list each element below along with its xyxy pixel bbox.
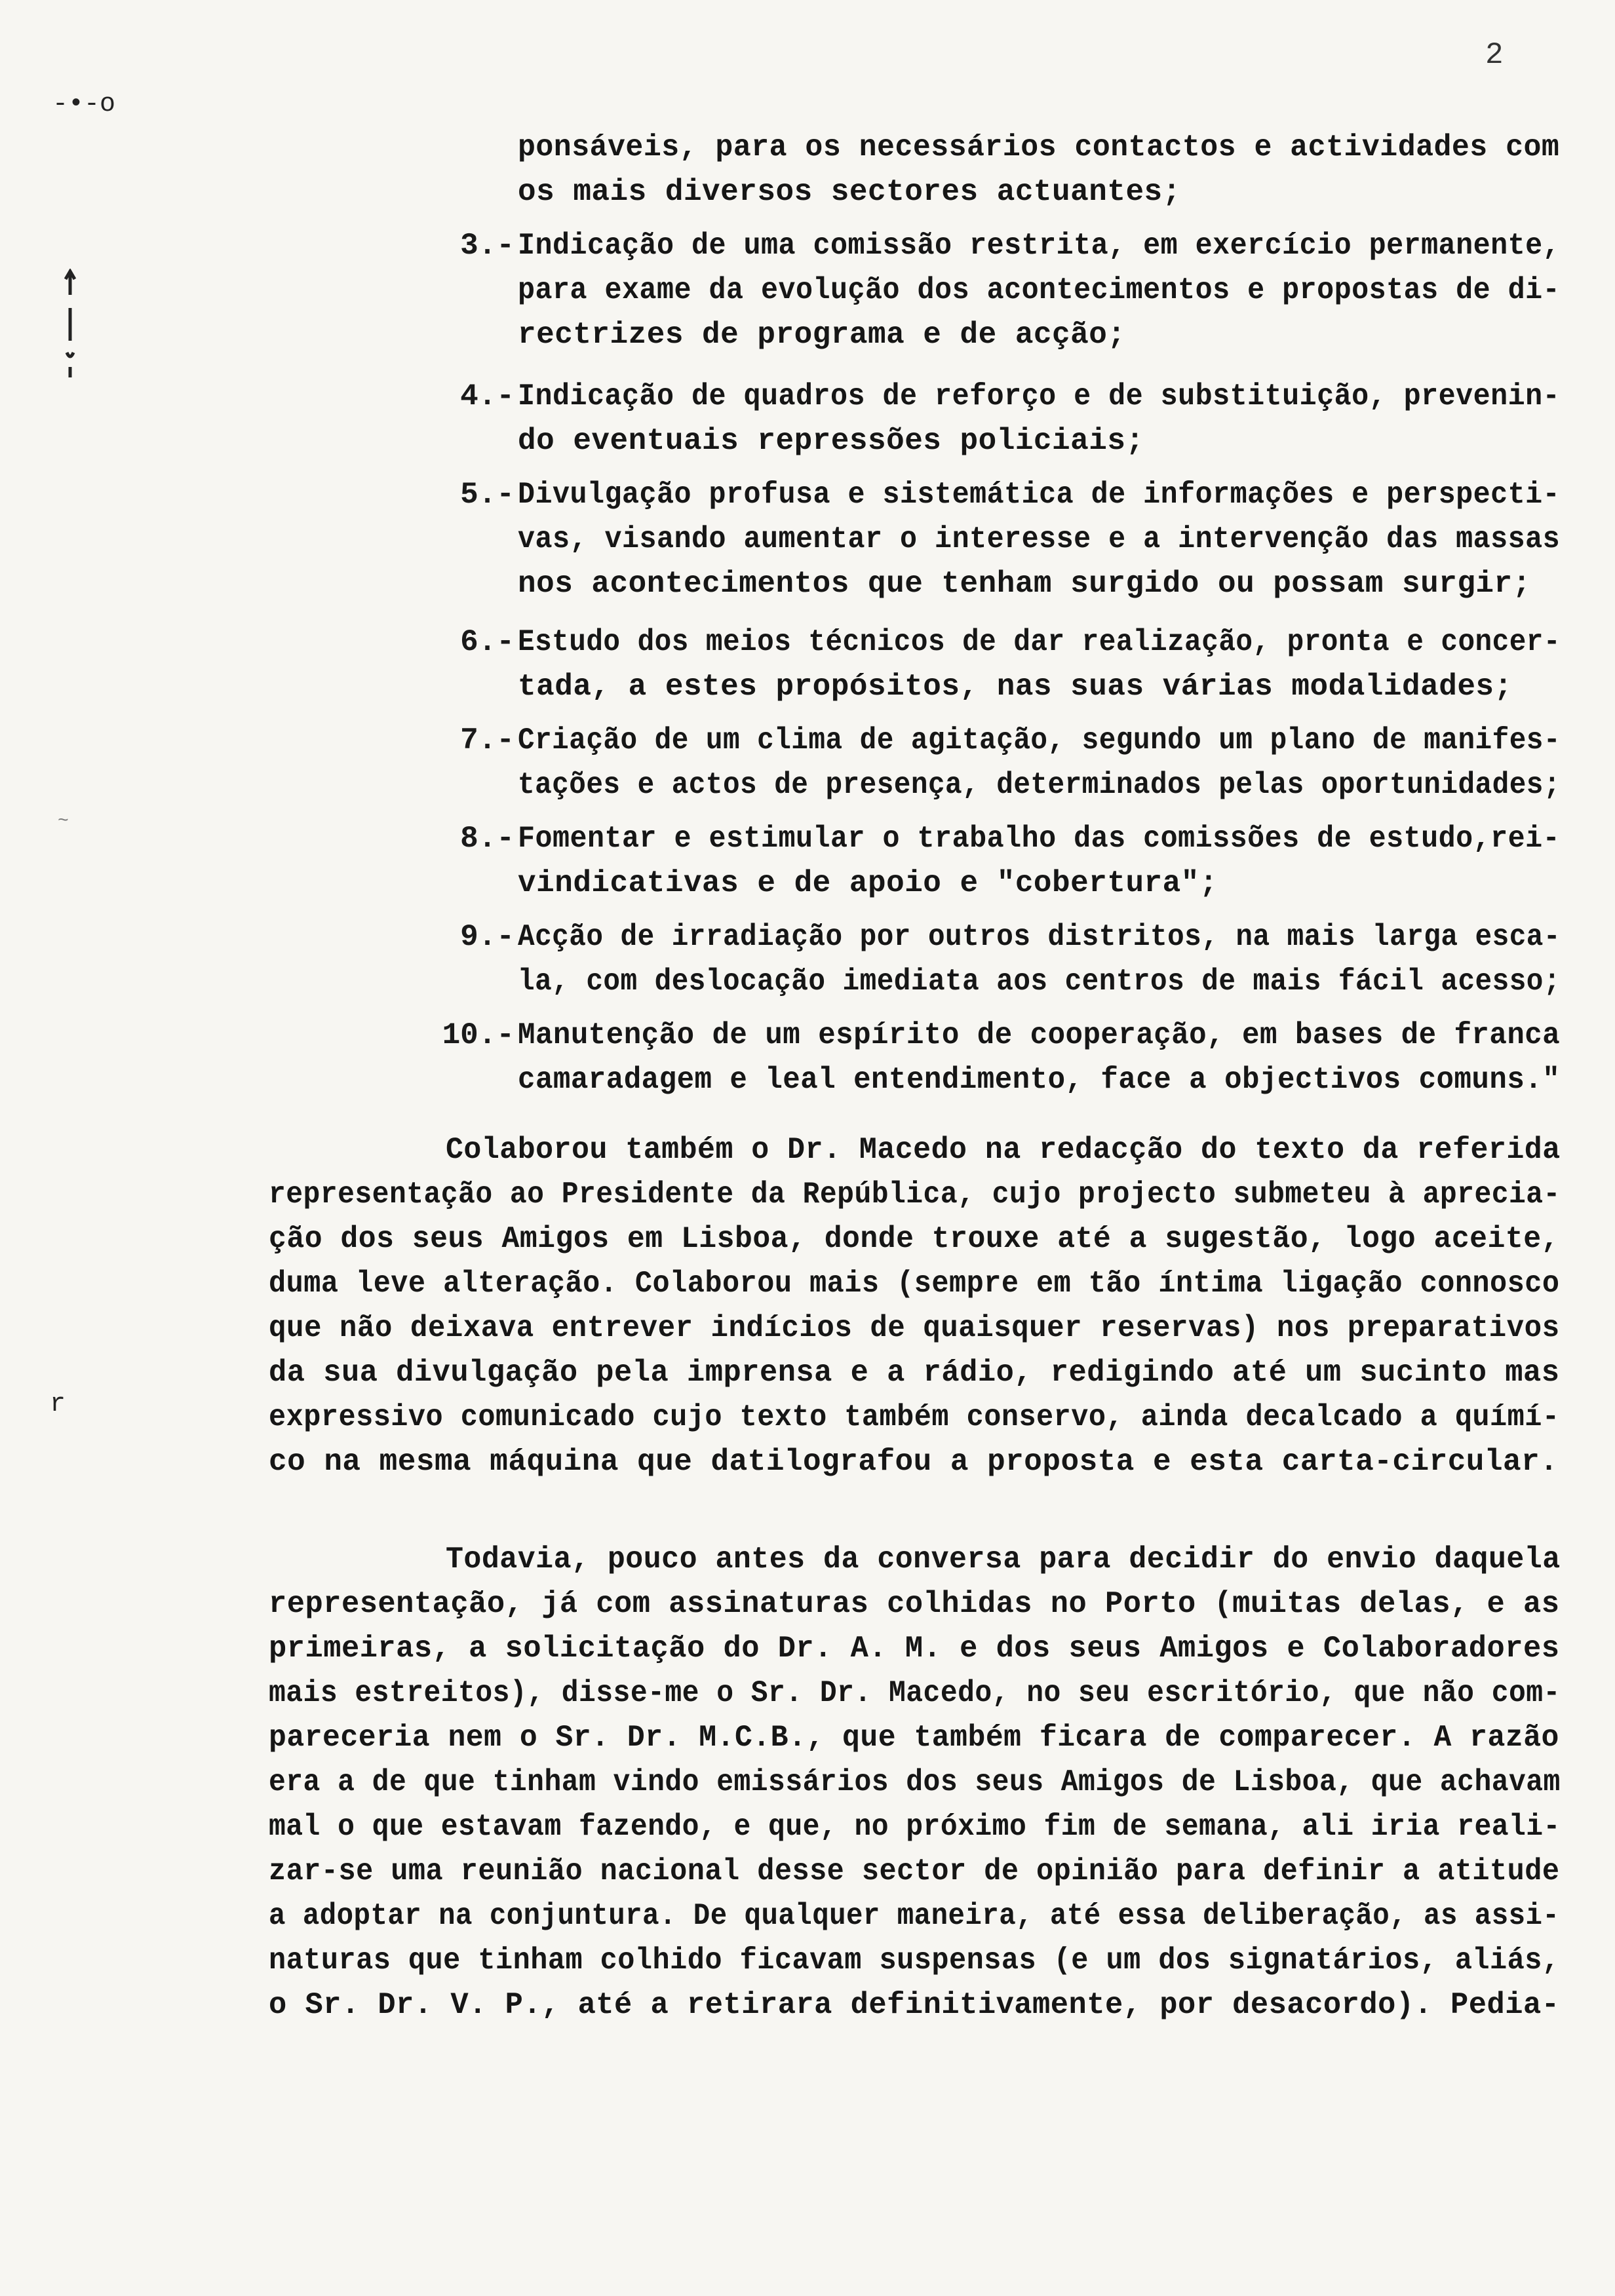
paragraph-line: expressivo comunicado cujo texto também conservo, ainda decalcado a químí-: [269, 1400, 1560, 1434]
paragraph-line: Todavia, pouco antes da conversa para decidir do envio daquela: [446, 1542, 1561, 1577]
margin-mark: r: [50, 1390, 66, 1419]
list-item-line: os mais diversos sectores actuantes;: [518, 175, 1181, 209]
paragraph-line: pareceria nem o Sr. Dr. M.C.B., que também ficara de comparecer. A razão: [269, 1721, 1559, 1755]
list-item-line: para exame da evolução dos acontecimentos e propostas de di-: [518, 273, 1561, 307]
paragraph-line: da sua divulgação pela imprensa e a rádio, redigindo até um sucinto mas: [269, 1356, 1560, 1390]
paragraph-line: ção dos seus Amigos em Lisboa, donde trouxe até a sugestão, logo aceite,: [269, 1222, 1559, 1256]
paragraph-line: primeiras, a solicitação do Dr. A. M. e dos seus Amigos e Colaboradores: [269, 1632, 1560, 1666]
list-item-line: la, com deslocação imediata aos centros de mais fácil acesso;: [518, 965, 1561, 999]
list-item-line: Acção de irradiação por outros distritos, na mais larga esca-: [518, 920, 1561, 954]
list-item-line: Indicação de quadros de reforço e de substituição, prevenin-: [518, 379, 1561, 413]
margin-mark: ~: [58, 811, 69, 832]
list-item-line: vas, visando aumentar o interesse e a intervenção das massas: [518, 522, 1561, 556]
margin-mark-glyph: [63, 269, 77, 380]
paragraph-line: representação, já com assinaturas colhidas no Porto (muitas delas, e as: [269, 1587, 1560, 1621]
list-item-line: Fomentar e estimular o trabalho das comissões de estudo,rei-: [518, 822, 1561, 856]
paragraph-line: co na mesma máquina que datilografou a proposta e esta carta-circular.: [269, 1445, 1559, 1479]
list-item-line: tada, a estes propósitos, nas suas várias modalidades;: [518, 670, 1513, 704]
list-item-line: camaradagem e leal entendimento, face a objectivos comuns.": [518, 1063, 1561, 1097]
list-item-number: 9.-: [460, 920, 515, 954]
list-item-number: 3.-: [460, 229, 515, 263]
list-item-line: rectrizes de programa e de acção;: [518, 318, 1126, 352]
list-item-number: 6.-: [460, 625, 515, 659]
list-item-line: Indicação de uma comissão restrita, em exercício permanente,: [518, 229, 1561, 263]
list-item-line: Manutenção de um espírito de cooperação, em bases de franca: [518, 1018, 1561, 1052]
paragraph-line: mais estreitos), disse-me o Sr. Dr. Macedo, no seu escritório, que não com-: [269, 1676, 1561, 1710]
list-item-line: tações e actos de presença, determinados pelas oportunidades;: [518, 768, 1561, 802]
paragraph-line: que não deixava entrever indícios de quaisquer reservas) nos preparativos: [269, 1311, 1560, 1345]
margin-mark: -•-o: [52, 90, 116, 119]
margin-mark: [63, 269, 77, 387]
list-item-number: 10.-: [442, 1018, 515, 1052]
page-number: 2: [1485, 38, 1504, 72]
list-item-number: 5.-: [460, 478, 515, 512]
list-item-line: Divulgação profusa e sistemática de informações e perspecti-: [518, 478, 1561, 512]
list-item-number: 7.-: [460, 723, 515, 757]
list-item-line: Estudo dos meios técnicos de dar realização, pronta e concer-: [518, 625, 1561, 659]
list-item-line: Criação de um clima de agitação, segundo um plano de manifes-: [518, 723, 1561, 757]
list-item-line: ponsáveis, para os necessários contactos e actividades com: [518, 130, 1560, 164]
list-item-line: nos acontecimentos que tenham surgido ou possam surgir;: [518, 567, 1531, 601]
paragraph-line: o Sr. Dr. V. P., até a retirara definitivamente, por desacordo). Pedia-: [269, 1988, 1560, 2022]
list-item-line: do eventuais repressões policiais;: [518, 424, 1144, 458]
paragraph-line: Colaborou também o Dr. Macedo na redacção do texto da referida: [446, 1133, 1561, 1167]
list-item-line: vindicativas e de apoio e "cobertura";: [518, 866, 1218, 900]
paragraph-line: representação ao Presidente da República, cujo projecto submeteu à aprecia-: [269, 1177, 1561, 1212]
paragraph-line: naturas que tinham colhido ficavam suspensas (e um dos signatários, aliás,: [269, 1943, 1560, 1978]
paragraph-line: zar-se uma reunião nacional desse sector de opinião para definir a atitude: [269, 1854, 1560, 1888]
paragraph-line: mal o que estavam fazendo, e que, no próximo fim de semana, ali iria reali-: [269, 1810, 1561, 1844]
paragraph-line: era a de que tinham vindo emissários dos seus Amigos de Lisboa, que achavam: [269, 1765, 1561, 1799]
list-item-number: 4.-: [460, 379, 515, 413]
paragraph-line: a adoptar na conjuntura. De qualquer maneira, até essa deliberação, as assi-: [269, 1899, 1560, 1933]
paragraph-line: duma leve alteração. Colaborou mais (sempre em tão íntima ligação connosco: [269, 1267, 1560, 1301]
list-item-number: 8.-: [460, 822, 515, 856]
